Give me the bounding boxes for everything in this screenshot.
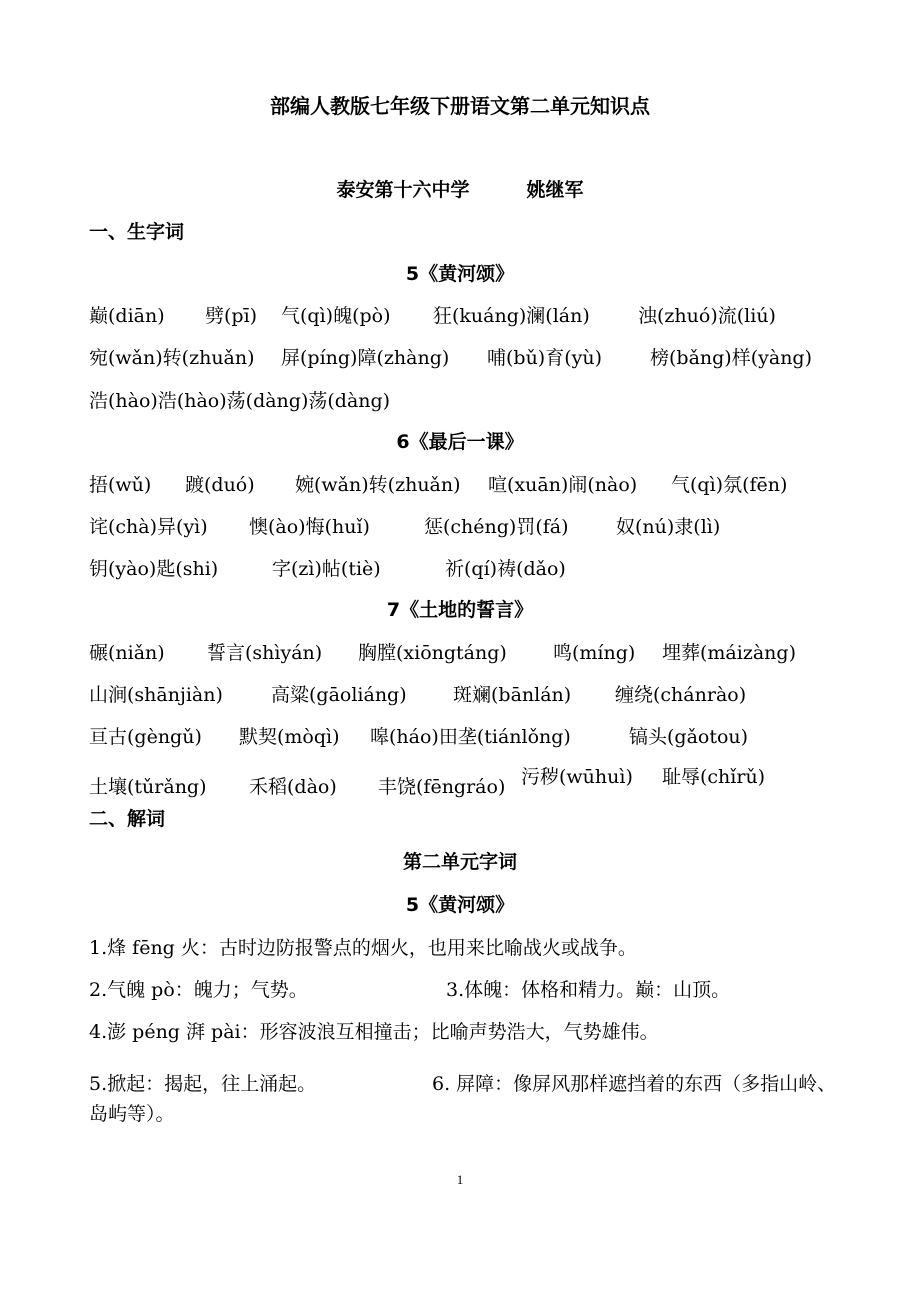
word-item: 钥(yào)匙(shi) — [89, 558, 219, 580]
word-item: 踱(duó) — [185, 474, 255, 496]
lesson7-title: 7《土地的誓言》 — [386, 599, 534, 621]
word-item: 捂(wǔ) — [89, 474, 152, 496]
document-title: 部编人教版七年级下册语文第二单元知识点 — [270, 94, 650, 118]
word-item: 劈(pī) — [205, 305, 258, 327]
word-item: 亘古(gèngǔ) — [89, 726, 202, 748]
lesson5-definitions-title: 5《黄河颂》 — [405, 894, 515, 916]
word-item: 嗥(háo)田垄(tiánlǒng) — [370, 726, 571, 748]
word-item: 丰饶(fēngráo) — [378, 776, 506, 798]
word-item: 缠绕(chánrào) — [615, 684, 747, 706]
author-line: 泰安第十六中学 姚继军 — [336, 179, 584, 201]
word-item: 字(zì)帖(tiè) — [272, 558, 381, 580]
word-item: 浩(hào)浩(hào)荡(dàng)荡(dàng) — [89, 390, 391, 412]
word-item: 奴(nú)隶(lì) — [616, 516, 721, 538]
word-item: 喧(xuān)闹(nào) — [488, 474, 638, 496]
word-item: 禾稻(dào) — [249, 776, 337, 798]
word-item: 鸣(míng) — [553, 642, 636, 664]
lesson6-row3 — [89, 557, 566, 581]
lesson6-title: 6《最后一课》 — [396, 431, 524, 453]
word-item: 榜(bǎng)样(yàng) — [650, 347, 813, 369]
lesson5-row1 — [89, 304, 776, 328]
section-heading-characters: 一、生字词 — [89, 221, 185, 243]
word-item: 污秽(wūhuì) — [521, 766, 633, 788]
word-item: 山涧(shānjiàn) — [89, 684, 223, 706]
definition-6-continued: 岛屿等）。 — [89, 1103, 175, 1125]
word-item: 默契(mòqì) — [239, 726, 340, 748]
word-item: 浊(zhuó)流(liú) — [638, 305, 776, 327]
word-item: 埋葬(máizàng) — [662, 642, 796, 664]
definition-6: 6. 屏障：像屏风那样遮挡着的东西（多指山岭、 — [432, 1073, 837, 1095]
lesson6-row2 — [89, 515, 720, 539]
lesson7-row3 — [89, 725, 748, 749]
unit-words-title: 第二单元字词 — [402, 851, 517, 873]
lesson6-row1 — [89, 473, 787, 497]
word-item: 诧(chà)异(yì) — [89, 516, 208, 538]
word-item: 气(qì)魄(pò) — [281, 305, 391, 327]
word-item: 高粱(gāoliáng) — [271, 684, 407, 706]
word-item: 祈(qí)祷(dǎo) — [445, 558, 566, 580]
word-item: 镐头(gǎotou) — [629, 726, 749, 748]
lesson5-row2 — [89, 346, 812, 370]
word-item: 宛(wǎn)转(zhuǎn) — [89, 347, 255, 369]
word-item: 碾(niǎn) — [89, 642, 165, 664]
word-item: 屏(píng)障(zhàng) — [281, 347, 450, 369]
lesson7-row4 — [89, 766, 766, 799]
word-item: 耻辱(chǐrǔ) — [662, 766, 766, 788]
definition-5: 5.掀起：揭起，往上涌起。 — [89, 1073, 317, 1095]
page-number: 1 — [456, 1172, 464, 1187]
word-item: 哺(bǔ)育(yù) — [487, 347, 603, 369]
lesson7-row2 — [89, 683, 746, 707]
definition-1: 1.烽 fēng 火：古时边防报警点的烟火，也用来比喻战火或战争。 — [89, 937, 637, 959]
word-item: 土壤(tǔrǎng) — [89, 776, 207, 798]
word-item: 誓言(shìyán) — [207, 642, 323, 664]
section-heading-definitions: 二、解词 — [89, 808, 166, 830]
word-item: 斑斓(bānlán) — [453, 684, 572, 706]
word-item: 惩(chéng)罚(fá) — [424, 516, 569, 538]
word-item: 巅(diān) — [89, 305, 165, 327]
lesson7-row1 — [89, 641, 796, 665]
word-item: 狂(kuáng)澜(lán) — [433, 305, 590, 327]
word-item: 懊(ào)悔(huǐ) — [249, 516, 370, 538]
word-item: 婉(wǎn)转(zhuǎn) — [295, 474, 461, 496]
definition-4: 4.澎 péng 湃 pài：形容波浪互相撞击；比喻声势浩大，气势雄伟。 — [89, 1021, 659, 1043]
definition-3: 3.体魄：体格和精力。巅：山顶。 — [446, 979, 731, 1001]
definition-2: 2.气魄 pò：魄力；气势。 — [89, 979, 308, 1001]
word-item: 胸膛(xiōngtáng) — [358, 642, 507, 664]
word-item: 气(qì)氛(fēn) — [671, 474, 788, 496]
lesson5-title: 5《黄河颂》 — [405, 263, 515, 285]
lesson5-row3 — [89, 389, 390, 413]
